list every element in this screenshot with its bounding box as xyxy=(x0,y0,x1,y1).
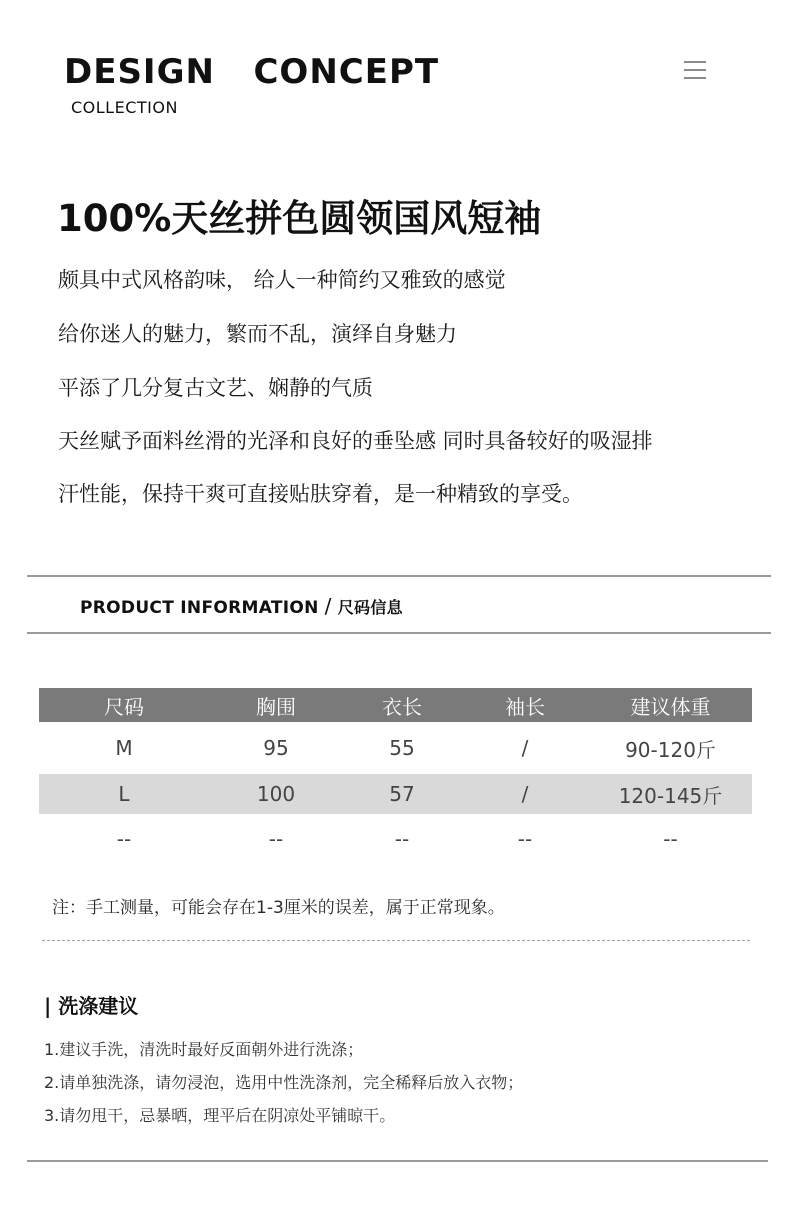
table-cell: 90-120斤 xyxy=(625,737,716,762)
product-info-title-cn: 尺码信息 xyxy=(337,598,403,617)
table-header-cell: 胸围 xyxy=(256,694,296,719)
description-line: 颇具中式风格韵味， 给人一种简约又雅致的感觉 xyxy=(58,268,506,292)
footer-rule xyxy=(27,1160,768,1162)
table-cell: 95 xyxy=(263,736,289,760)
table-header-cell: 衣长 xyxy=(382,694,422,719)
product-title: 100%天丝拼色圆领国风短袖 xyxy=(57,197,542,240)
brand-word-concept: CONCEPT xyxy=(253,52,440,92)
table-cell: L xyxy=(118,782,130,806)
care-item: 2.请单独洗涤，请勿浸泡，选用中性洗涤剂，完全稀释后放入衣物； xyxy=(44,1073,524,1092)
description-line: 平添了几分复古文艺、娴静的气质 xyxy=(58,376,373,400)
table-header-cell: 建议体重 xyxy=(630,694,711,719)
table-cell: -- xyxy=(394,827,410,851)
brand-subtitle: COLLECTION xyxy=(71,98,178,117)
brand-word-design: DESIGN xyxy=(64,52,215,92)
heading-separator: / xyxy=(324,594,332,618)
table-cell: -- xyxy=(663,827,678,851)
description-line: 给你迷人的魅力，繁而不乱，演绎自身魅力 xyxy=(58,322,457,346)
dashed-divider xyxy=(42,940,750,941)
measurement-note: 注：手工测量，可能会存在1-3厘米的误差，属于正常现象。 xyxy=(52,898,505,918)
table-header-row xyxy=(39,688,752,722)
section-bottom-rule xyxy=(27,632,771,634)
table-cell: -- xyxy=(517,827,533,851)
care-item: 3.请勿甩干，忌暴晒，理平后在阴凉处平铺晾干。 xyxy=(44,1106,396,1125)
table-cell: 55 xyxy=(389,736,415,760)
description-line: 天丝赋予面料丝滑的光泽和良好的垂坠感 同时具备较好的吸湿排 xyxy=(58,429,653,453)
product-info-title-en: PRODUCT INFORMATION xyxy=(80,598,319,618)
table-cell: M xyxy=(115,736,133,760)
hamburger-menu-icon[interactable] xyxy=(684,60,706,80)
table-row xyxy=(39,774,752,814)
brand-title xyxy=(64,52,439,92)
table-header-cell: 尺码 xyxy=(104,694,144,719)
table-cell: 57 xyxy=(389,782,415,806)
table-row xyxy=(39,814,752,864)
table-cell: -- xyxy=(116,827,132,851)
table-header-cell: 袖长 xyxy=(505,694,545,719)
care-item: 1.建议手洗，清洗时最好反面朝外进行洗涤； xyxy=(44,1040,364,1059)
table-cell: 100 xyxy=(256,782,296,806)
product-info-heading xyxy=(80,594,403,618)
section-top-rule xyxy=(27,575,771,577)
size-table xyxy=(39,688,752,864)
table-cell: -- xyxy=(268,827,284,851)
care-heading: | 洗涤建议 xyxy=(44,994,139,1018)
table-cell: / xyxy=(521,782,529,806)
description-line: 汗性能，保持干爽可直接贴肤穿着，是一种精致的享受。 xyxy=(58,482,583,506)
table-row xyxy=(39,722,752,774)
table-cell: 120-145斤 xyxy=(618,783,723,808)
table-cell: / xyxy=(521,736,529,760)
